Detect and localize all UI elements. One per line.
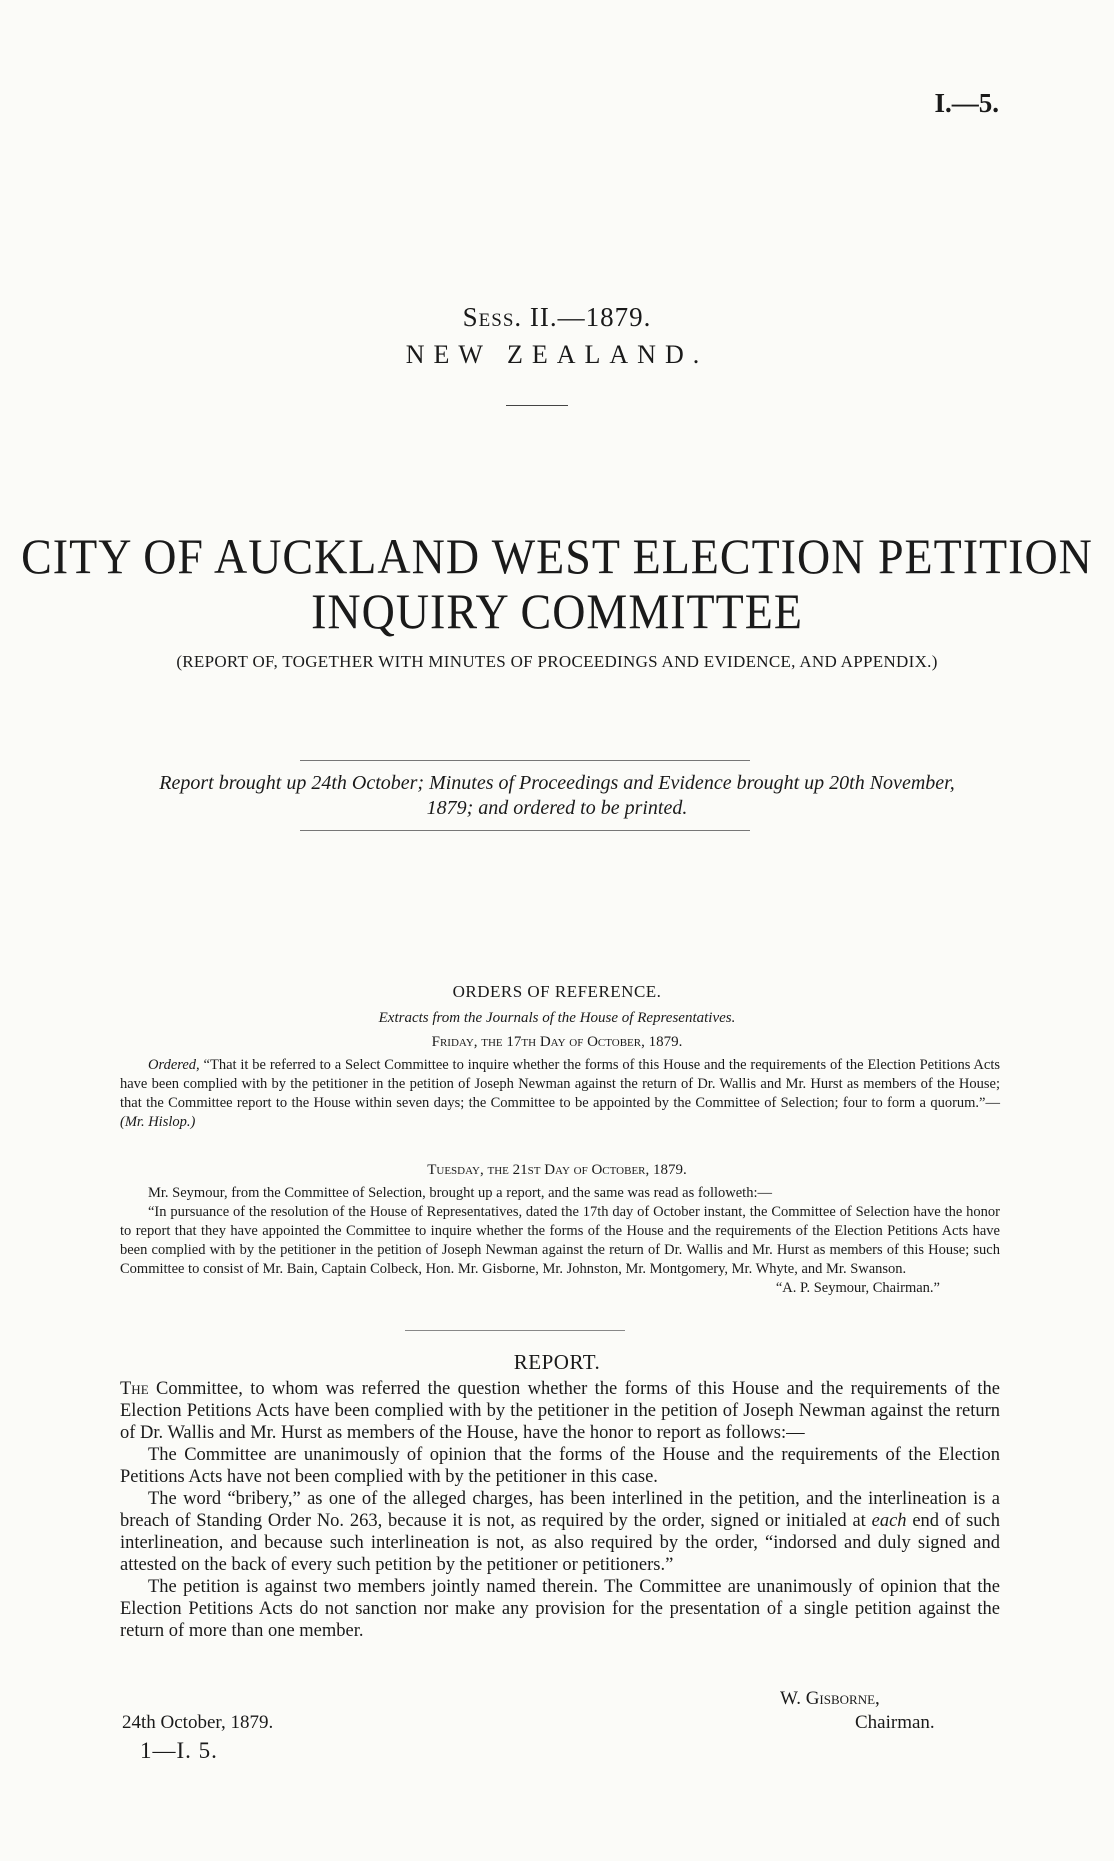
ordered-label: Ordered, — [148, 1057, 200, 1073]
brought-up-line1: Report brought up 24th October; Minutes of Proceedings and Evidence brought up 20th November, — [159, 772, 955, 794]
report-paragraph-2: The Committee are unanimously of opinion that the forms of the House and the requirements of the Election Petitions Acts have not been complied with by the petitioner in this case. — [120, 1445, 1000, 1487]
document-title-line1: CITY OF AUCKLAND WEST ELECTION PETITION — [21, 528, 1093, 585]
page-mark: 1—I. 5. — [140, 1738, 218, 1763]
brought-up-line2: 1879; and ordered to be printed. — [426, 797, 688, 819]
report-signer-title: Chairman. — [855, 1712, 935, 1733]
header-divider — [506, 405, 568, 406]
selection-text: “In pursuance of the resolution of the House of Representatives, dated the 17th day of October instant, the Committee of Selection have the honor to report that they have appointed the Committee to inquire whether the forms of the House and the requirements of the Election Petitions Acts have been complied with by the petitioner in the petition of Joseph Newman against the return of Dr. Wallis and Mr. Hurst as members of this House; such Committee to consist of Mr. Bain, Captain Colbeck, Hon. Mr. Gisborne, Mr. Johnston, Mr. Montgomery, Mr. Whyte, and Mr. Swanson. — [120, 1204, 1000, 1277]
report-date: 24th October, 1879. — [122, 1712, 274, 1733]
report-paragraph-1: Committee, to whom was referred the question whether the forms of this House and the requirements of the Election Petitions Acts have been complied with by the petitioner in the petition of Joseph Newman against the return of Dr. Wallis and Mr. Hurst as members of the House, have the honor to report as follows:— — [120, 1379, 1000, 1443]
report-signer: W. Gisborne, — [780, 1688, 880, 1709]
selection-report — [120, 1184, 1000, 1298]
ordered-text: “That it be referred to a Select Committee to inquire whether the forms of this House and the requirements of the Election Petitions Acts have been complied with by the petitioner in the petition of Joseph Newman against the return of Dr. Wallis and Mr. Hurst as members of the House; that the Committee report to the House within seven days; the Committee to be appointed by the Committee of Selection; four to form a quorum.”— — [120, 1057, 1000, 1111]
orders-divider — [405, 1330, 625, 1331]
page-reference: I.—5. — [934, 88, 999, 118]
orders-extracts: Extracts from the Journals of the House of Representatives. — [378, 1010, 736, 1026]
report-paragraph-3-emphasis: each — [871, 1511, 907, 1531]
orders-heading: ORDERS OF REFERENCE. — [452, 982, 662, 1001]
seymour-intro: Mr. Seymour, from the Committee of Selection, brought up a report, and the same was read as followeth:— — [148, 1185, 772, 1201]
brought-up-rule-top — [300, 760, 750, 761]
report-paragraph-4: The petition is against two members jointly named therein. The Committee are unanimously of opinion that the Election Petitions Acts do not sanction nor make any provision for the presentation of a single petition against the return of more than one member. — [120, 1577, 1000, 1641]
report-lead-word: The — [120, 1379, 149, 1399]
ordered-mover: (Mr. Hislop.) — [120, 1114, 196, 1130]
report-heading: REPORT. — [513, 1350, 601, 1374]
report-paragraph-3a: The word “bribery,” as one of the alleged charges, has been interlined in the petition, and the interlineation is a breach of Standing Order No. 263, because it is not, as required by the order, signed or initialed at — [120, 1489, 1000, 1531]
country-label: NEW ZEALAND. — [405, 340, 709, 369]
document-title-line2: INQUIRY COMMITTEE — [311, 583, 803, 640]
selection-signature: “A. P. Seymour, Chairman.” — [775, 1280, 940, 1296]
ordered-paragraph — [120, 1056, 1000, 1132]
orders-date-2: Tuesday, the 21st Day of October, 1879. — [427, 1162, 687, 1178]
session-label: Sess. II.—1879. — [462, 302, 652, 332]
orders-date-1: Friday, the 17th Day of October, 1879. — [431, 1034, 683, 1050]
brought-up-rule-bottom — [300, 830, 750, 831]
report-paragraph-3b: end of such interlineation, and because such interlineation is not, as also required by the order, “indorsed and duly signed and attested on the back of every such petition by the petitioner or petitioners.” — [120, 1511, 1000, 1575]
document-subtitle: (REPORT OF, TOGETHER WITH MINUTES OF PROCEEDINGS AND EVIDENCE, AND APPENDIX.) — [176, 652, 938, 671]
report-body — [120, 1378, 1000, 1642]
